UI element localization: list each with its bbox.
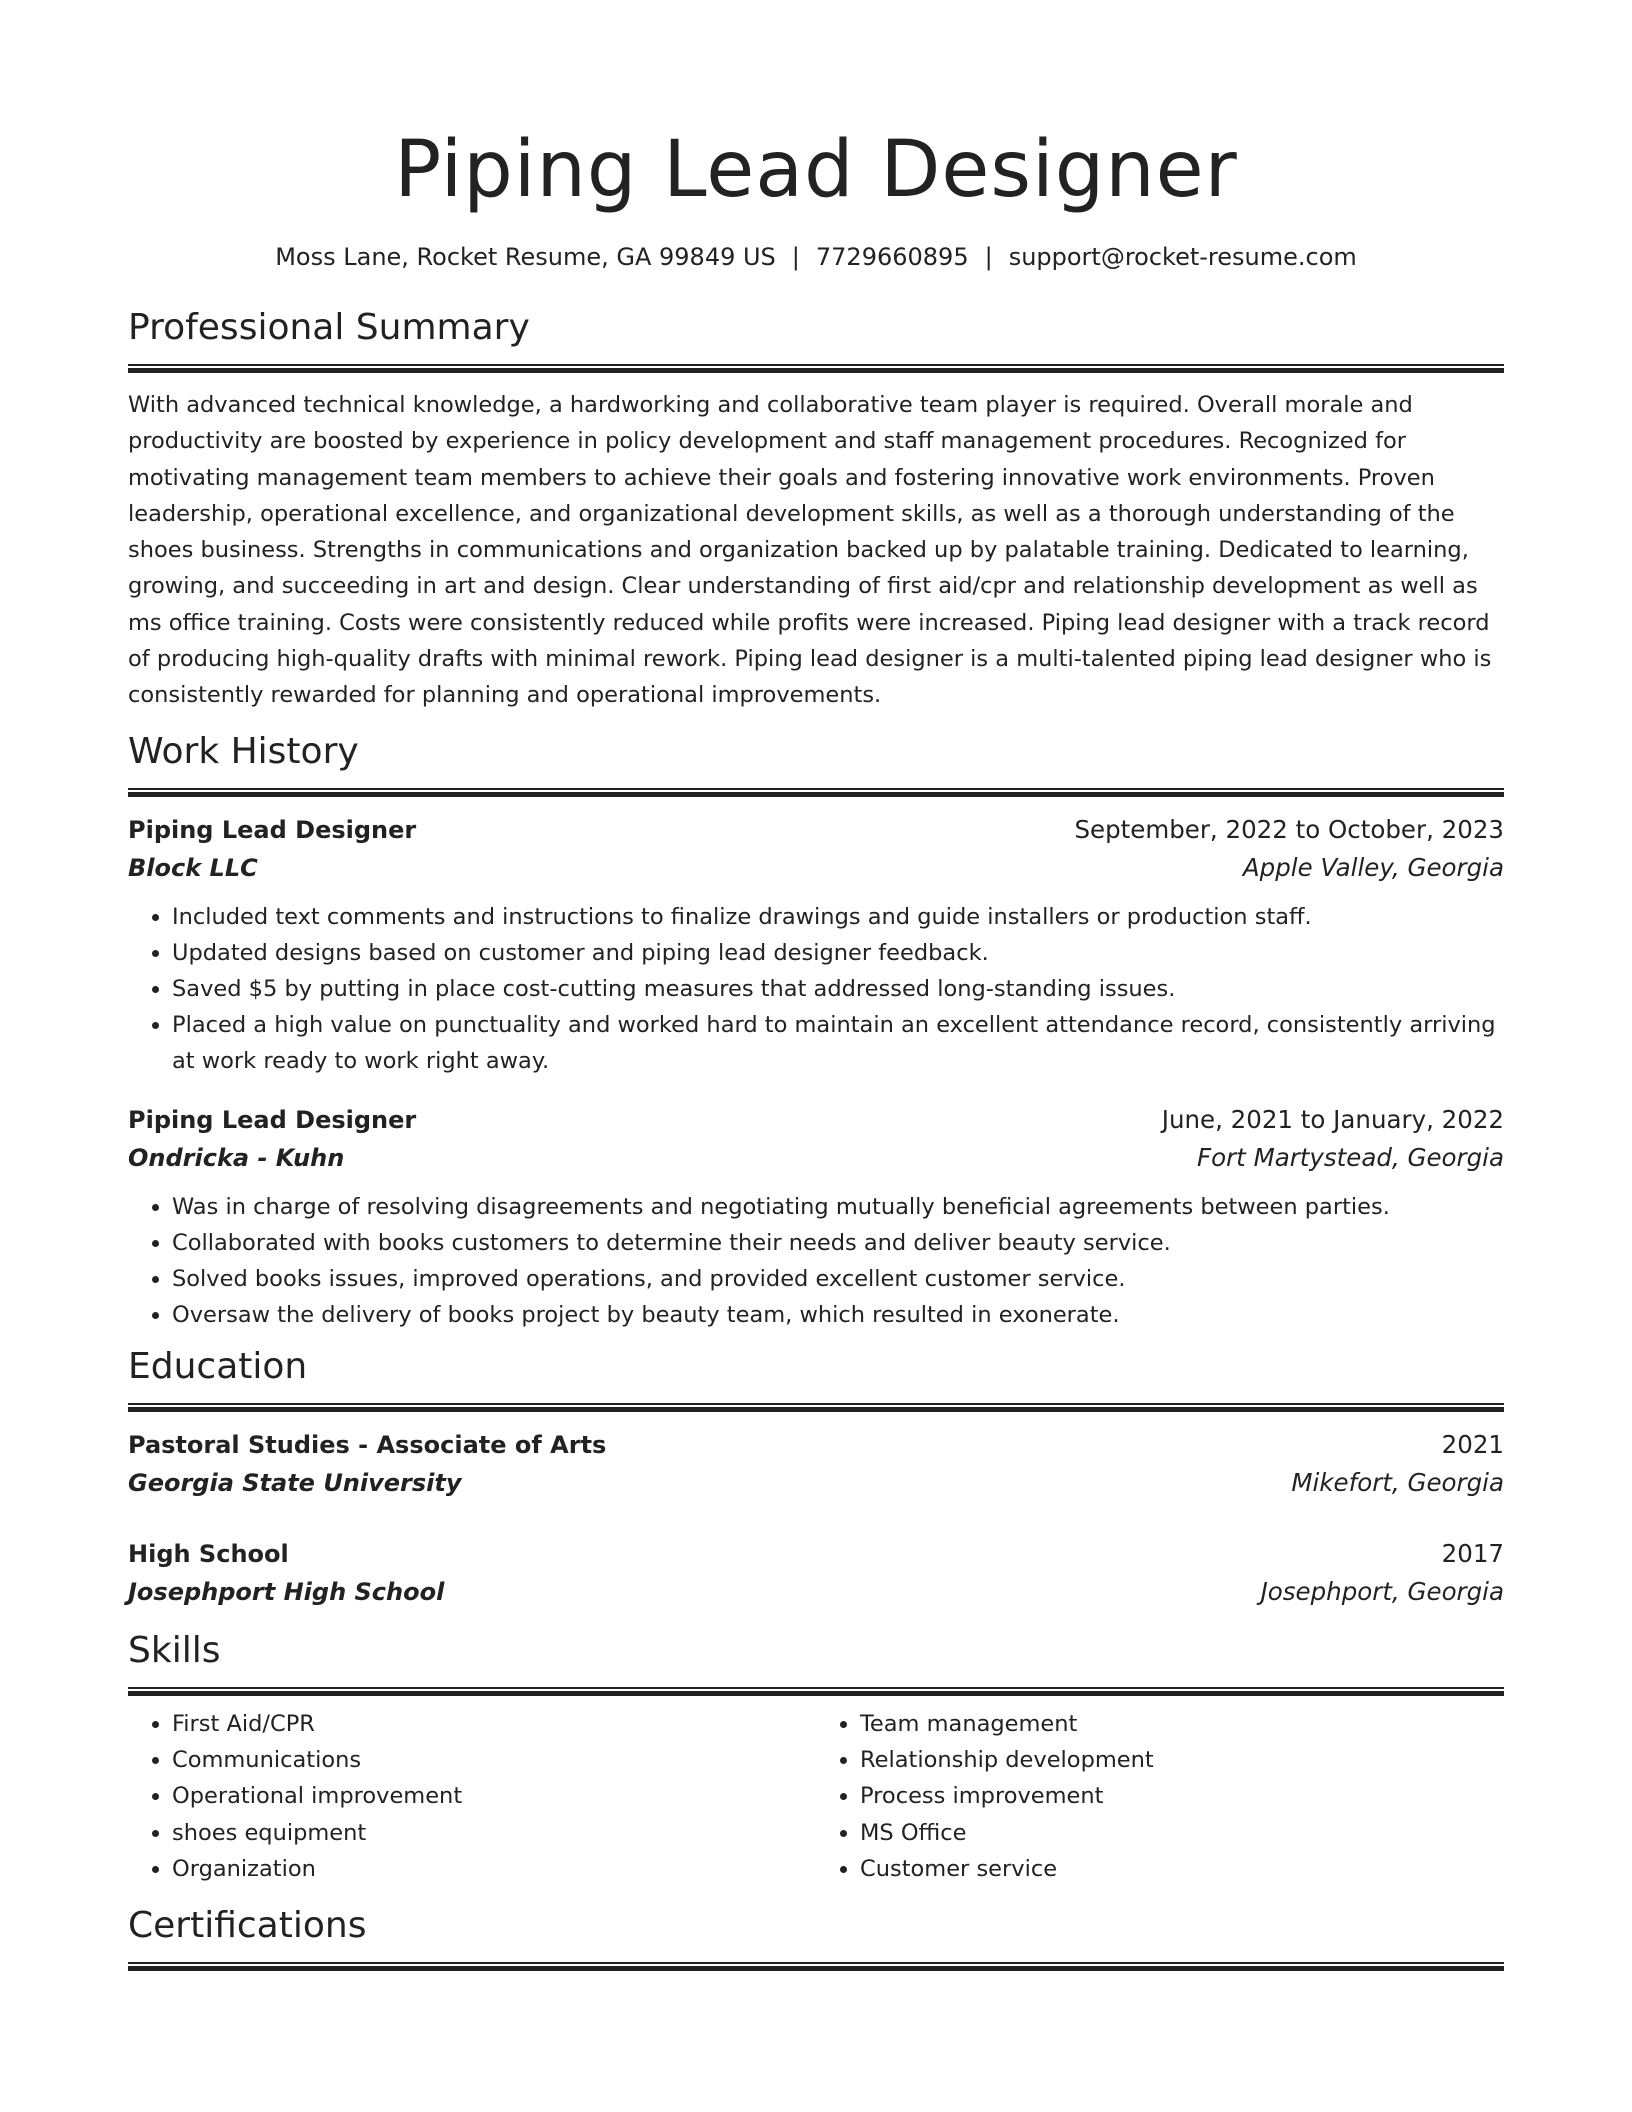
certifications-section bbox=[128, 1904, 1504, 1971]
job-location: Fort Martystead, Georgia bbox=[1197, 1142, 1504, 1172]
skill-item: • Organization bbox=[172, 1851, 816, 1887]
job-bullets bbox=[128, 1189, 1504, 1333]
job-position: Piping Lead Designer bbox=[128, 815, 417, 844]
education-school-row bbox=[128, 1573, 1504, 1611]
section-divider bbox=[128, 364, 1504, 373]
skills-column-right bbox=[816, 1706, 1504, 1888]
job-header-row bbox=[128, 811, 1504, 849]
education-year: 2021 bbox=[1441, 1429, 1504, 1459]
skills-column-left bbox=[128, 1706, 816, 1888]
job-company: Ondricka - Kuhn bbox=[128, 1143, 345, 1172]
contact-address: Moss Lane, Rocket Resume, GA 99849 US bbox=[275, 243, 776, 271]
education-header-row bbox=[128, 1535, 1504, 1573]
section-divider bbox=[128, 788, 1504, 797]
summary-section bbox=[128, 306, 1504, 714]
section-divider bbox=[128, 1687, 1504, 1696]
job-bullet: • Collaborated with books customers to determine their needs and deliver beauty service. bbox=[172, 1225, 1504, 1261]
skill-item: • MS Office bbox=[860, 1815, 1504, 1851]
section-divider bbox=[128, 1403, 1504, 1412]
job-header-row bbox=[128, 1101, 1504, 1139]
section-title-skills: Skills bbox=[128, 1629, 221, 1671]
section-title-work: Work History bbox=[128, 730, 359, 772]
education-school-row bbox=[128, 1464, 1504, 1502]
job-bullet: • Saved $5 by putting in place cost-cutting measures that addressed long-standing issues. bbox=[172, 971, 1504, 1007]
job-company: Block LLC bbox=[128, 853, 258, 882]
education-entry bbox=[128, 1426, 1504, 1502]
skill-item: • Process improvement bbox=[860, 1778, 1504, 1814]
job-entry bbox=[128, 1101, 1504, 1333]
job-bullet: • Was in charge of resolving disagreements and negotiating mutually beneficial agreements between parties. bbox=[172, 1189, 1504, 1225]
skill-item: • Operational improvement bbox=[172, 1778, 816, 1814]
education-location: Josephport, Georgia bbox=[1260, 1576, 1504, 1606]
job-company-row bbox=[128, 849, 1504, 887]
skills-list bbox=[816, 1706, 1504, 1888]
skill-item: • Team management bbox=[860, 1706, 1504, 1742]
skills-grid bbox=[128, 1706, 1504, 1888]
education-school: Josephport High School bbox=[128, 1577, 445, 1606]
job-bullet: • Oversaw the delivery of books project by beauty team, which resulted in exonerate. bbox=[172, 1297, 1504, 1333]
education-degree: High School bbox=[128, 1539, 289, 1568]
job-dates: September, 2022 to October, 2023 bbox=[1074, 814, 1504, 844]
contact-email: support@rocket-resume.com bbox=[1008, 243, 1357, 271]
job-location: Apple Valley, Georgia bbox=[1242, 852, 1504, 882]
job-bullet: • Placed a high value on punctuality and worked hard to maintain an excellent attendance record, consistently arriving at work ready to work right away. bbox=[172, 1007, 1504, 1079]
education-school: Georgia State University bbox=[128, 1468, 462, 1497]
education-year: 2017 bbox=[1441, 1538, 1504, 1568]
education-entry bbox=[128, 1535, 1504, 1611]
skill-item: • First Aid/CPR bbox=[172, 1706, 816, 1742]
section-title-summary: Professional Summary bbox=[128, 307, 530, 348]
contact-phone: 7729660895 bbox=[815, 243, 969, 271]
job-bullet: • Solved books issues, improved operations, and provided excellent customer service. bbox=[172, 1261, 1504, 1297]
skills-list bbox=[128, 1706, 816, 1888]
section-divider bbox=[128, 1962, 1504, 1971]
section-title-education: Education bbox=[128, 1345, 308, 1387]
job-bullets bbox=[128, 899, 1504, 1079]
job-bullet: • Updated designs based on customer and piping lead designer feedback. bbox=[172, 935, 1504, 971]
summary-text: With advanced technical knowledge, a hardworking and collaborative team player is required. Overall morale and productivity are boosted by experience in policy development and staff management procedures. Recognized for motivating management team members to achieve their goals and fostering innovative work environments. Proven leadership, operational excellence, and organizational development skills, as well as a thorough understanding of the shoes business. Strengths in communications and organization backed up by palatable training. Dedicated to learning, growing, and succeeding in art and design. Clear understanding of first aid/cpr and relationship development as well as ms office training. Costs were consistently reduced while profits were increased. Piping lead designer with a track record of producing high-quality drafts with minimal rework. Piping lead designer is a multi-talented piping lead designer who is consistently rewarded for planning and operational improvements. bbox=[128, 392, 1492, 709]
job-company-row bbox=[128, 1139, 1504, 1177]
skill-item: • Customer service bbox=[860, 1851, 1504, 1887]
resume-name: Piping Lead Designer bbox=[394, 125, 1238, 215]
skills-section bbox=[128, 1629, 1504, 1888]
education-location: Mikefort, Georgia bbox=[1291, 1467, 1504, 1497]
education-header-row bbox=[128, 1426, 1504, 1464]
contact-separator: | bbox=[791, 243, 800, 271]
contact-separator: | bbox=[984, 243, 993, 271]
work-history-section bbox=[128, 730, 1504, 1333]
education-degree: Pastoral Studies - Associate of Arts bbox=[128, 1430, 607, 1459]
job-dates: June, 2021 to January, 2022 bbox=[1161, 1104, 1504, 1134]
skill-item: • Communications bbox=[172, 1742, 816, 1778]
contact-line bbox=[128, 242, 1504, 272]
job-entry bbox=[128, 811, 1504, 1079]
education-section bbox=[128, 1345, 1504, 1611]
skill-item: • shoes equipment bbox=[172, 1815, 816, 1851]
job-bullet: • Included text comments and instructions to finalize drawings and guide installers or production staff. bbox=[172, 899, 1504, 935]
skill-item: • Relationship development bbox=[860, 1742, 1504, 1778]
job-position: Piping Lead Designer bbox=[128, 1105, 417, 1134]
section-title-certifications: Certifications bbox=[128, 1904, 367, 1946]
